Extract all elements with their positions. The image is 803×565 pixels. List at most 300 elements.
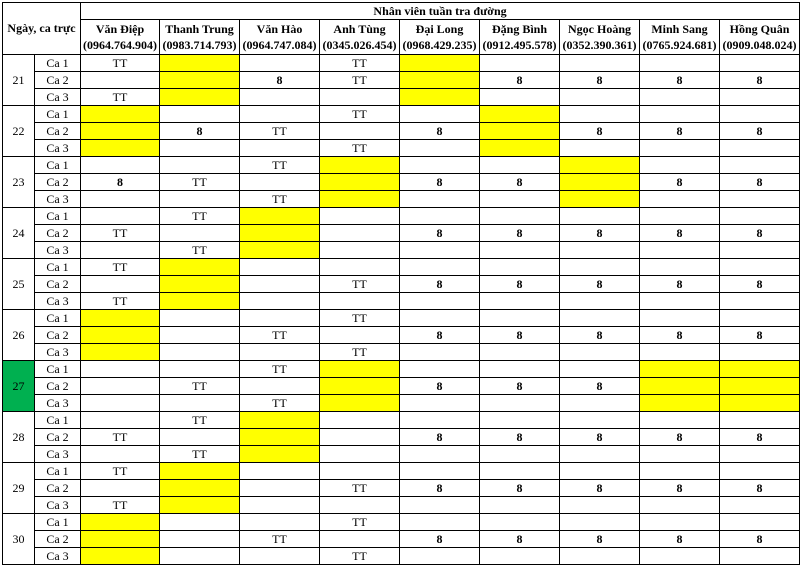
- schedule-cell: [720, 310, 800, 327]
- schedule-cell: [160, 531, 240, 548]
- schedule-cell: [560, 208, 640, 225]
- schedule-cell: [400, 514, 480, 531]
- schedule-cell: 8: [480, 429, 560, 446]
- schedule-cell: 8: [400, 174, 480, 191]
- schedule-cell: [560, 89, 640, 106]
- schedule-cell: [400, 463, 480, 480]
- day-number: 23: [3, 157, 35, 208]
- schedule-cell: 8: [640, 429, 720, 446]
- schedule-cell: [720, 344, 800, 361]
- schedule-cell: [240, 310, 320, 327]
- schedule-cell: [81, 157, 160, 174]
- shift-row: [3, 531, 800, 548]
- schedule-cell: [160, 276, 240, 293]
- shift-label: Ca 3: [35, 344, 81, 361]
- schedule-cell: [400, 446, 480, 463]
- schedule-cell: [81, 310, 160, 327]
- shift-row: [3, 361, 800, 378]
- employee-name: Thanh Trung: [165, 22, 234, 36]
- shift-row: [3, 89, 800, 106]
- schedule-cell: 8: [640, 480, 720, 497]
- schedule-cell: [320, 89, 400, 106]
- schedule-cell: [640, 106, 720, 123]
- shift-row: [3, 293, 800, 310]
- schedule-cell: [720, 106, 800, 123]
- schedule-cell: TT: [81, 463, 160, 480]
- shift-row: [3, 174, 800, 191]
- group-title: Nhân viên tuần tra đường: [81, 3, 800, 20]
- schedule-cell: [160, 361, 240, 378]
- schedule-cell: [240, 480, 320, 497]
- schedule-cell: [480, 106, 560, 123]
- schedule-cell: [81, 208, 160, 225]
- schedule-cell: [240, 344, 320, 361]
- shift-row: [3, 344, 800, 361]
- employee-phone: (0964.747.084): [242, 38, 317, 52]
- schedule-cell: [400, 310, 480, 327]
- schedule-cell: [560, 344, 640, 361]
- schedule-cell: [160, 310, 240, 327]
- schedule-cell: [560, 140, 640, 157]
- schedule-cell: 8: [560, 378, 640, 395]
- shift-label: Ca 2: [35, 174, 81, 191]
- schedule-cell: [640, 446, 720, 463]
- schedule-cell: [320, 327, 400, 344]
- schedule-cell: [720, 89, 800, 106]
- schedule-cell: 8: [560, 327, 640, 344]
- schedule-cell: 8: [640, 531, 720, 548]
- shift-label: Ca 3: [35, 497, 81, 514]
- schedule-cell: 8: [640, 72, 720, 89]
- schedule-cell: 8: [720, 123, 800, 140]
- schedule-cell: [160, 140, 240, 157]
- schedule-cell: [160, 293, 240, 310]
- schedule-cell: [720, 157, 800, 174]
- schedule-cell: [160, 344, 240, 361]
- shift-row: [3, 242, 800, 259]
- schedule-cell: [240, 463, 320, 480]
- day-number: 25: [3, 259, 35, 310]
- shift-row: [3, 429, 800, 446]
- schedule-cell: [160, 548, 240, 565]
- schedule-cell: [240, 174, 320, 191]
- schedule-cell: [320, 293, 400, 310]
- employee-header-row: [3, 20, 800, 55]
- schedule-cell: 8: [400, 429, 480, 446]
- schedule-cell: [240, 55, 320, 72]
- day-number: 30: [3, 514, 35, 565]
- schedule-cell: [640, 208, 720, 225]
- employee-header: [320, 20, 400, 55]
- schedule-cell: 8: [720, 429, 800, 446]
- employee-name: Minh Sang: [651, 22, 708, 36]
- schedule-cell: [640, 395, 720, 412]
- schedule-cell: [560, 361, 640, 378]
- schedule-cell: TT: [81, 225, 160, 242]
- schedule-cell: [480, 89, 560, 106]
- employee-header: [400, 20, 480, 55]
- schedule-cell: [640, 344, 720, 361]
- schedule-cell: [480, 412, 560, 429]
- schedule-cell: [160, 191, 240, 208]
- schedule-cell: [640, 412, 720, 429]
- schedule-cell: [81, 361, 160, 378]
- schedule-cell: [240, 429, 320, 446]
- schedule-cell: 8: [480, 378, 560, 395]
- schedule-cell: TT: [320, 106, 400, 123]
- schedule-cell: [81, 514, 160, 531]
- shift-label: Ca 1: [35, 157, 81, 174]
- schedule-cell: [160, 395, 240, 412]
- schedule-cell: [480, 55, 560, 72]
- schedule-cell: [400, 55, 480, 72]
- schedule-cell: 8: [480, 276, 560, 293]
- schedule-cell: [240, 106, 320, 123]
- employee-phone: (0909.048.024): [722, 38, 797, 52]
- schedule-cell: TT: [160, 208, 240, 225]
- employee-header: [240, 20, 320, 55]
- schedule-cell: 8: [400, 327, 480, 344]
- schedule-cell: [640, 157, 720, 174]
- schedule-cell: 8: [81, 174, 160, 191]
- schedule-cell: TT: [240, 395, 320, 412]
- duty-schedule-table: [2, 2, 800, 565]
- schedule-cell: TT: [320, 548, 400, 565]
- schedule-cell: [480, 293, 560, 310]
- shift-label: Ca 1: [35, 208, 81, 225]
- shift-row: [3, 395, 800, 412]
- shift-row: [3, 123, 800, 140]
- employee-name: Anh Tùng: [333, 22, 386, 36]
- schedule-cell: [240, 378, 320, 395]
- schedule-cell: TT: [320, 55, 400, 72]
- schedule-cell: 8: [480, 174, 560, 191]
- shift-label: Ca 2: [35, 327, 81, 344]
- schedule-cell: 8: [640, 174, 720, 191]
- schedule-cell: [240, 242, 320, 259]
- schedule-cell: [400, 344, 480, 361]
- employee-header: [560, 20, 640, 55]
- day-number: 26: [3, 310, 35, 361]
- schedule-cell: [320, 395, 400, 412]
- schedule-cell: [400, 140, 480, 157]
- shift-label: Ca 3: [35, 140, 81, 157]
- shift-label: Ca 3: [35, 191, 81, 208]
- schedule-cell: [240, 259, 320, 276]
- schedule-cell: [400, 395, 480, 412]
- schedule-cell: 8: [720, 480, 800, 497]
- schedule-cell: TT: [81, 89, 160, 106]
- schedule-cell: 8: [720, 174, 800, 191]
- employee-phone: (0912.495.578): [482, 38, 557, 52]
- schedule-cell: [480, 446, 560, 463]
- schedule-cell: [240, 276, 320, 293]
- schedule-cell: 8: [720, 531, 800, 548]
- shift-label: Ca 3: [35, 548, 81, 565]
- schedule-cell: TT: [160, 412, 240, 429]
- schedule-cell: [160, 514, 240, 531]
- schedule-cell: TT: [320, 480, 400, 497]
- schedule-cell: [320, 259, 400, 276]
- schedule-cell: [320, 429, 400, 446]
- schedule-cell: [81, 242, 160, 259]
- schedule-cell: [640, 140, 720, 157]
- schedule-cell: [720, 548, 800, 565]
- schedule-cell: 8: [400, 276, 480, 293]
- schedule-cell: [560, 293, 640, 310]
- schedule-cell: [81, 123, 160, 140]
- schedule-cell: [240, 412, 320, 429]
- schedule-cell: [560, 310, 640, 327]
- employee-name: Đại Long: [415, 22, 464, 36]
- day-number: 28: [3, 412, 35, 463]
- employee-header: [720, 20, 800, 55]
- schedule-cell: [240, 208, 320, 225]
- schedule-cell: [320, 446, 400, 463]
- schedule-cell: [400, 412, 480, 429]
- shift-row: [3, 497, 800, 514]
- schedule-cell: [400, 89, 480, 106]
- schedule-cell: [480, 310, 560, 327]
- schedule-cell: 8: [480, 480, 560, 497]
- schedule-cell: 8: [240, 72, 320, 89]
- schedule-cell: [320, 174, 400, 191]
- schedule-cell: 8: [560, 72, 640, 89]
- schedule-cell: 8: [720, 276, 800, 293]
- schedule-cell: [81, 395, 160, 412]
- schedule-cell: [480, 361, 560, 378]
- schedule-cell: 8: [160, 123, 240, 140]
- schedule-cell: [400, 259, 480, 276]
- day-number: 21: [3, 55, 35, 106]
- shift-label: Ca 2: [35, 123, 81, 140]
- schedule-cell: [160, 225, 240, 242]
- day-number: 27: [3, 361, 35, 412]
- schedule-cell: TT: [160, 174, 240, 191]
- schedule-cell: [160, 89, 240, 106]
- schedule-cell: [160, 157, 240, 174]
- schedule-cell: TT: [81, 497, 160, 514]
- employee-name: Ngọc Hoàng: [568, 22, 631, 36]
- shift-row: [3, 327, 800, 344]
- schedule-cell: [240, 497, 320, 514]
- schedule-cell: [160, 429, 240, 446]
- schedule-cell: [240, 293, 320, 310]
- schedule-cell: 8: [560, 480, 640, 497]
- schedule-cell: [640, 55, 720, 72]
- schedule-cell: [480, 191, 560, 208]
- shift-label: Ca 2: [35, 480, 81, 497]
- schedule-cell: [320, 531, 400, 548]
- employee-name: Đặng Bình: [491, 22, 548, 36]
- schedule-cell: [560, 395, 640, 412]
- schedule-cell: [240, 225, 320, 242]
- schedule-cell: [480, 242, 560, 259]
- schedule-cell: [81, 276, 160, 293]
- schedule-cell: [560, 242, 640, 259]
- schedule-cell: TT: [240, 531, 320, 548]
- schedule-cell: [480, 208, 560, 225]
- schedule-cell: [160, 327, 240, 344]
- shift-label: Ca 3: [35, 446, 81, 463]
- schedule-cell: [480, 514, 560, 531]
- employee-header: [160, 20, 240, 55]
- schedule-cell: [560, 497, 640, 514]
- schedule-cell: [480, 497, 560, 514]
- schedule-cell: TT: [81, 429, 160, 446]
- schedule-cell: 8: [400, 480, 480, 497]
- schedule-cell: 8: [480, 225, 560, 242]
- schedule-cell: [480, 157, 560, 174]
- schedule-cell: TT: [240, 157, 320, 174]
- schedule-cell: TT: [320, 310, 400, 327]
- schedule-cell: [240, 446, 320, 463]
- schedule-cell: [640, 310, 720, 327]
- schedule-cell: [81, 327, 160, 344]
- schedule-cell: [160, 259, 240, 276]
- schedule-cell: [81, 548, 160, 565]
- schedule-cell: 8: [480, 72, 560, 89]
- schedule-cell: [400, 361, 480, 378]
- schedule-cell: [720, 242, 800, 259]
- schedule-cell: 8: [640, 123, 720, 140]
- schedule-cell: 8: [400, 123, 480, 140]
- schedule-cell: [720, 514, 800, 531]
- schedule-cell: [560, 446, 640, 463]
- schedule-cell: [720, 412, 800, 429]
- schedule-cell: [720, 208, 800, 225]
- shift-row: [3, 480, 800, 497]
- schedule-cell: TT: [320, 140, 400, 157]
- schedule-cell: [720, 140, 800, 157]
- schedule-cell: [480, 463, 560, 480]
- schedule-cell: [560, 463, 640, 480]
- schedule-cell: [640, 548, 720, 565]
- schedule-cell: [720, 395, 800, 412]
- schedule-cell: [320, 157, 400, 174]
- schedule-cell: [720, 446, 800, 463]
- schedule-cell: [640, 89, 720, 106]
- day-number: 24: [3, 208, 35, 259]
- shift-label: Ca 1: [35, 310, 81, 327]
- shift-label: Ca 1: [35, 55, 81, 72]
- schedule-cell: [160, 480, 240, 497]
- schedule-cell: [480, 548, 560, 565]
- schedule-cell: 8: [560, 429, 640, 446]
- shift-label: Ca 3: [35, 89, 81, 106]
- shift-row: [3, 106, 800, 123]
- schedule-cell: [640, 191, 720, 208]
- schedule-cell: [720, 259, 800, 276]
- shift-label: Ca 1: [35, 412, 81, 429]
- shift-row: [3, 225, 800, 242]
- employee-header: [640, 20, 720, 55]
- schedule-cell: [720, 191, 800, 208]
- schedule-cell: [240, 514, 320, 531]
- shift-row: [3, 514, 800, 531]
- schedule-cell: TT: [81, 55, 160, 72]
- schedule-cell: 8: [480, 531, 560, 548]
- schedule-cell: [560, 174, 640, 191]
- schedule-cell: 8: [640, 327, 720, 344]
- schedule-cell: [640, 242, 720, 259]
- shift-row: [3, 259, 800, 276]
- schedule-cell: [640, 361, 720, 378]
- schedule-cell: [560, 191, 640, 208]
- schedule-cell: [720, 378, 800, 395]
- schedule-cell: [81, 480, 160, 497]
- schedule-cell: [81, 412, 160, 429]
- shift-label: Ca 2: [35, 429, 81, 446]
- schedule-cell: [720, 497, 800, 514]
- schedule-cell: [480, 123, 560, 140]
- schedule-cell: [560, 55, 640, 72]
- shift-label: Ca 2: [35, 378, 81, 395]
- schedule-cell: [320, 378, 400, 395]
- employee-phone: (0352.390.361): [562, 38, 637, 52]
- shift-label: Ca 2: [35, 72, 81, 89]
- schedule-cell: [480, 259, 560, 276]
- shift-label: Ca 1: [35, 106, 81, 123]
- schedule-cell: [320, 497, 400, 514]
- schedule-cell: [240, 548, 320, 565]
- shift-row: [3, 378, 800, 395]
- schedule-cell: [240, 140, 320, 157]
- schedule-cell: 8: [720, 225, 800, 242]
- schedule-cell: [320, 412, 400, 429]
- schedule-cell: [400, 157, 480, 174]
- shift-label: Ca 3: [35, 395, 81, 412]
- employee-header: [81, 20, 160, 55]
- employee-name: Văn Hào: [256, 22, 303, 36]
- shift-row: [3, 157, 800, 174]
- employee-header: [480, 20, 560, 55]
- shift-label: Ca 3: [35, 293, 81, 310]
- schedule-cell: [81, 140, 160, 157]
- schedule-cell: TT: [240, 123, 320, 140]
- shift-row: [3, 548, 800, 565]
- schedule-cell: [720, 55, 800, 72]
- shift-label: Ca 1: [35, 514, 81, 531]
- schedule-cell: [720, 361, 800, 378]
- schedule-cell: [320, 242, 400, 259]
- schedule-cell: [81, 106, 160, 123]
- schedule-cell: TT: [320, 276, 400, 293]
- schedule-cell: 8: [400, 225, 480, 242]
- schedule-cell: [720, 293, 800, 310]
- schedule-cell: [400, 191, 480, 208]
- schedule-cell: [160, 497, 240, 514]
- shift-row: [3, 276, 800, 293]
- shift-row: [3, 310, 800, 327]
- schedule-cell: [640, 378, 720, 395]
- employee-phone: (0968.429.235): [402, 38, 477, 52]
- schedule-cell: [320, 361, 400, 378]
- schedule-cell: 8: [560, 123, 640, 140]
- schedule-cell: [160, 72, 240, 89]
- schedule-cell: TT: [81, 293, 160, 310]
- schedule-cell: [480, 344, 560, 361]
- schedule-cell: [560, 412, 640, 429]
- schedule-cell: [81, 344, 160, 361]
- shift-label: Ca 1: [35, 361, 81, 378]
- schedule-cell: 8: [400, 531, 480, 548]
- schedule-cell: 8: [640, 276, 720, 293]
- shift-label: Ca 2: [35, 531, 81, 548]
- shift-row: [3, 412, 800, 429]
- schedule-cell: 8: [480, 327, 560, 344]
- schedule-cell: TT: [320, 514, 400, 531]
